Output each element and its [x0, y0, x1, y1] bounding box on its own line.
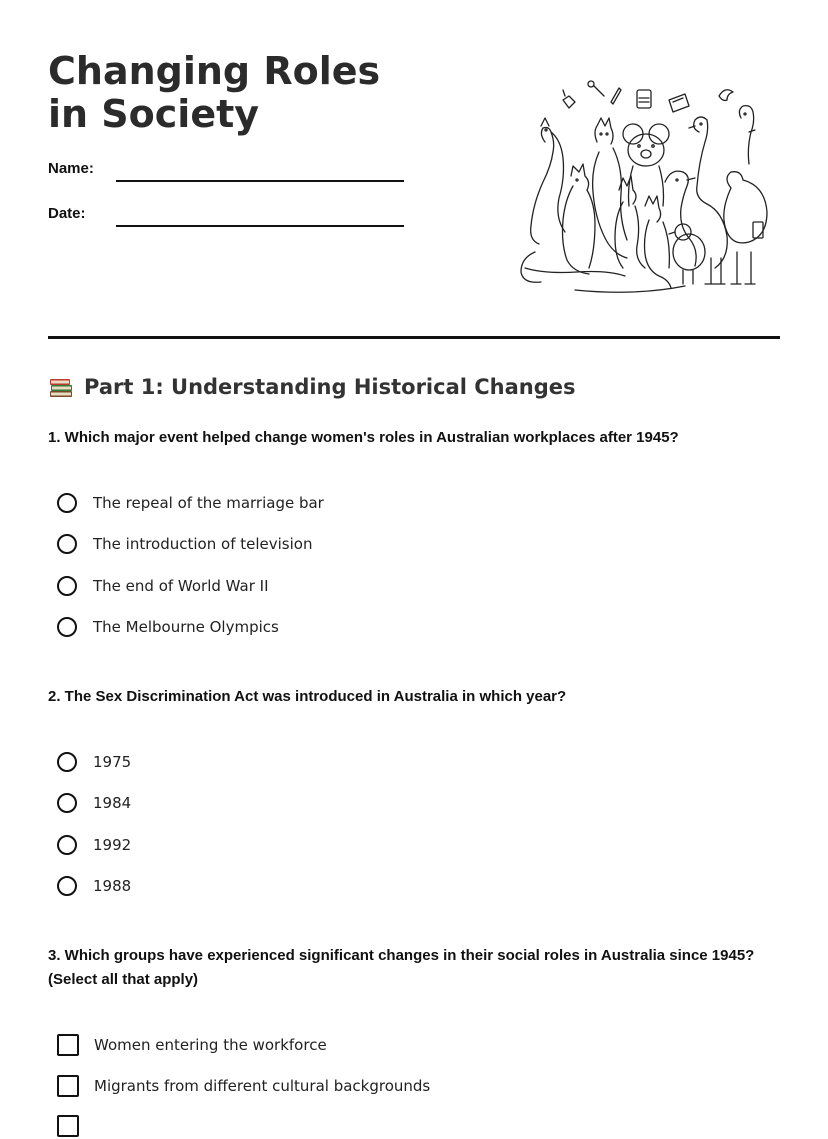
q3-option-2[interactable]: [57, 1073, 430, 1099]
radio-button[interactable]: [57, 876, 77, 896]
option-label: 1992: [93, 836, 132, 854]
worksheet-title: Changing Roles in Society: [48, 49, 381, 136]
wallaby: [575, 196, 685, 292]
date-label: Date:: [48, 205, 86, 222]
checkbox[interactable]: [57, 1034, 79, 1056]
name-label: Name:: [48, 160, 94, 177]
part1-heading-text: Part 1: Understanding Historical Changes: [84, 375, 576, 399]
checkbox[interactable]: [57, 1115, 79, 1137]
question-1: 1. Which major event helped change women's roles in Australian workplaces after 1945?: [48, 429, 679, 446]
q2-option-1[interactable]: [57, 749, 131, 775]
option-label: 1988: [93, 877, 132, 895]
option-label: The Melbourne Olympics: [93, 618, 279, 636]
checkbox[interactable]: [57, 1075, 79, 1097]
name-field[interactable]: [116, 180, 404, 182]
q3-option-1[interactable]: [57, 1032, 327, 1058]
option-label: The introduction of television: [93, 535, 313, 553]
books-icon: [48, 374, 74, 400]
radio-button[interactable]: [57, 534, 77, 554]
q1-option-3[interactable]: [57, 573, 269, 599]
q3-option-3-partial[interactable]: [57, 1113, 94, 1139]
australian-animals-illustration: [515, 72, 771, 296]
option-label: The end of World War II: [93, 577, 269, 595]
kangaroo-center: [593, 118, 627, 258]
option-label: 1975: [93, 753, 132, 771]
floating-items: [563, 81, 733, 112]
radio-button[interactable]: [57, 576, 77, 596]
option-label: Women entering the workforce: [94, 1036, 327, 1054]
q1-option-2[interactable]: [57, 531, 312, 557]
q1-option-1[interactable]: [57, 490, 324, 516]
radio-button[interactable]: [57, 835, 77, 855]
radio-button[interactable]: [57, 752, 77, 772]
option-label: Migrants from different cultural backgrounds: [94, 1077, 431, 1095]
question-2: 2. The Sex Discrimination Act was introduced in Australia in which year?: [48, 688, 567, 705]
part1-heading: [48, 374, 576, 400]
chick: [669, 224, 705, 284]
radio-button[interactable]: [57, 493, 77, 513]
radio-button[interactable]: [57, 793, 77, 813]
option-label: 1984: [93, 794, 132, 812]
section-divider: [48, 336, 780, 339]
kangaroo-left: [521, 118, 565, 282]
koala: [623, 124, 669, 206]
q2-option-2[interactable]: [57, 790, 131, 816]
q2-option-3[interactable]: [57, 832, 131, 858]
radio-button[interactable]: [57, 617, 77, 637]
option-label: The repeal of the marriage bar: [93, 494, 324, 512]
emu: [689, 117, 727, 284]
date-field[interactable]: [116, 225, 404, 227]
emu-right: [724, 106, 767, 284]
kangaroo-front: [525, 164, 625, 276]
q2-option-4[interactable]: [57, 873, 131, 899]
question-3: 3. Which groups have experienced significant changes in their social roles in Australia since 1945? (Select all that apply): [48, 947, 755, 988]
q1-option-4[interactable]: [57, 614, 279, 640]
